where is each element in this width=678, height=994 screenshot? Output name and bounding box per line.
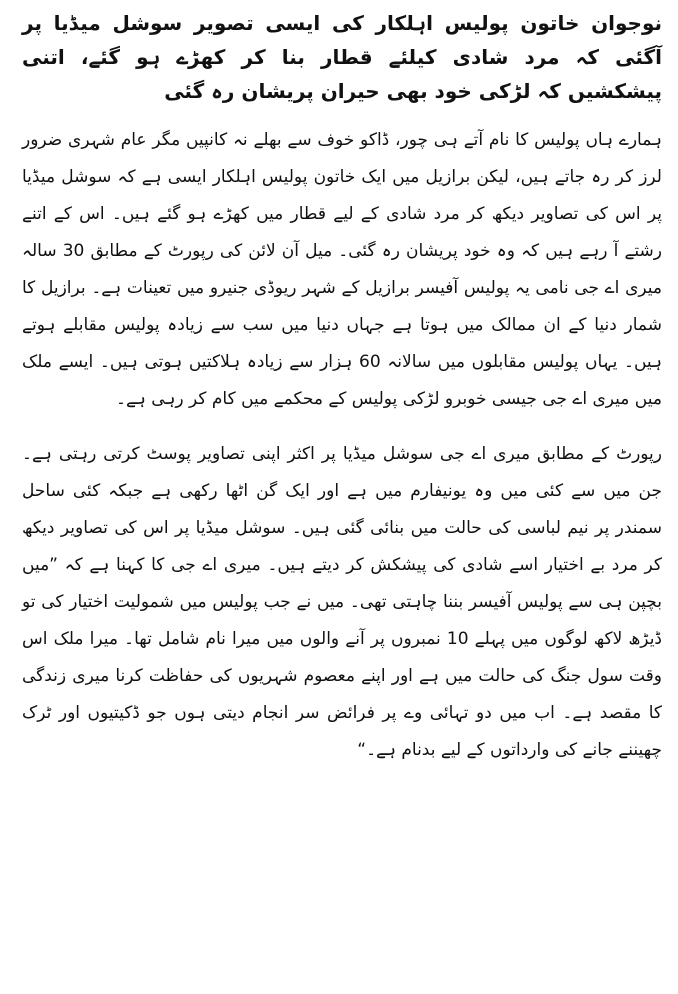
article [22, 6, 662, 787]
article-paragraph-1: ہمارے ہاں پولیس کا نام آتے ہی چور، ڈاکو خوف سے بھلے نہ کانپیں مگر عام شہری ضرور لرز کر رہ جاتے ہیں، لیکن برازیل میں ایک خاتون پولیس اہلکار ایسی ہے کہ سوشل میڈیا پر اس کی تصاویر دیکھ کر مرد شادی کے لیے قطار میں کھڑے ہو گئے ہیں۔ اس کے اتنے رشتے آ رہے ہیں کہ وہ خود پریشان رہ گئی۔ میل آن لائن کی رپورٹ کے مطابق 30 سالہ میری اے جی نامی یہ پولیس آفیسر برازیل کے شہر ریوڈی جنیرو میں تعینات ہے۔ برازیل کا شمار دنیا کے ان ممالک میں ہوتا ہے جہاں دنیا میں سب سے زیادہ پولیس مقابلے ہوتے ہیں۔ یہاں پولیس مقابلوں میں سالانہ 60 ہزار سے زیادہ ہلاکتیں ہوتی ہیں۔ ایسے ملک میں میری اے جی جیسی خوبرو لڑکی پولیس کے محکمے میں کام کر رہی ہے۔ [22, 130, 662, 409]
article-paragraph-2: رپورٹ کے مطابق میری اے جی سوشل میڈیا پر اکثر اپنی تصاویر پوسٹ کرتی رہتی ہے۔ جن میں سے کئی میں وہ یونیفارم میں ہے اور ایک گن اٹھا رکھی ہے جبکہ کئی ساحل سمندر پر نیم لباسی کی حالت میں بنائی گئی ہیں۔ سوشل میڈیا پر اس کی تصاویر دیکھ کر مرد بے اختیار اسے شادی کی پیشکش کر دیتے ہیں۔ میری اے جی کا کہنا ہے کہ ”میں بچپن ہی سے پولیس آفیسر بننا چاہتی تھی۔ میں نے جب پولیس میں شمولیت اختیار کی تو ڈیڑھ لاکھ لوگوں میں پہلے 10 نمبروں پر آنے والوں میں میرا نام شامل تھا۔ میرا ملک اس وقت سول جنگ کی حالت میں ہے اور اپنے معصوم شہریوں کی حفاظت کرنا میری زندگی کا مقصد ہے۔ اب میں دو تہائی وے پر فرائض سر انجام دیتی ہوں جو ڈکیتیوں اور ٹرک چھیننے جانے کی وارداتوں کے لیے بدنام ہے۔“ [22, 444, 662, 760]
article-headline: نوجوان خاتون پولیس اہلکار کی ایسی تصویر سوشل میڈیا پر آگئی کہ مرد شادی کیلئے قطار بنا کر کھڑے ہو گئے، اتنی پیشکشیں کہ لڑکی خود بھی حیران پریشان رہ گئی [22, 11, 662, 103]
